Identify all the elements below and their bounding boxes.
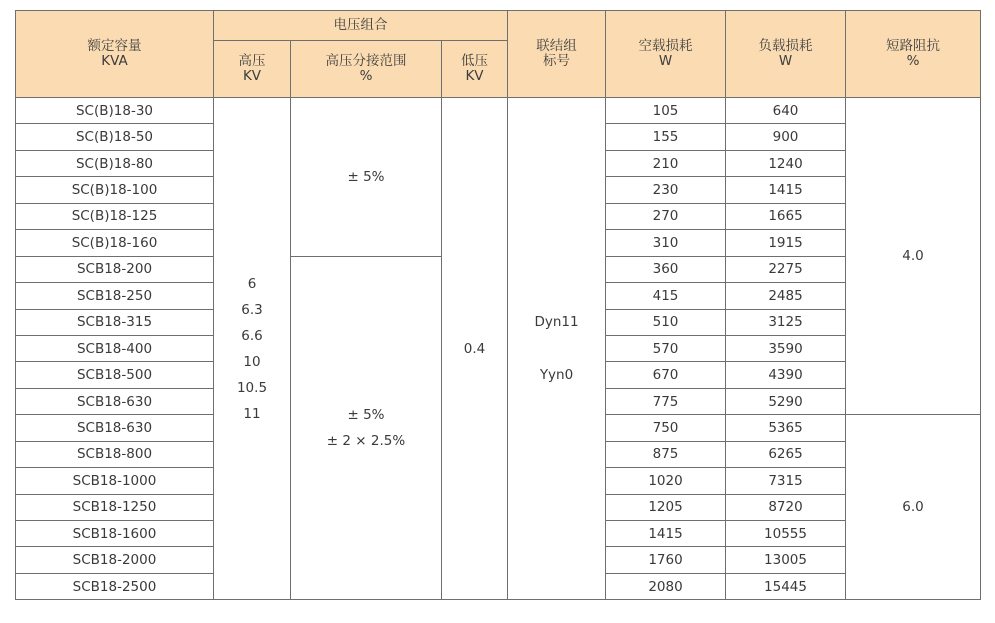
noload-loss-cell: 750 bbox=[606, 415, 726, 441]
load-loss-cell: 900 bbox=[726, 124, 846, 150]
model-cell: SCB18-630 bbox=[16, 388, 214, 414]
noload-loss-cell: 670 bbox=[606, 362, 726, 388]
noload-loss-cell: 1415 bbox=[606, 521, 726, 547]
table-row bbox=[16, 98, 981, 124]
model-cell: SCB18-250 bbox=[16, 283, 214, 309]
load-loss-cell: 15445 bbox=[726, 573, 846, 599]
load-loss-cell: 3590 bbox=[726, 335, 846, 361]
header-connection-group: 联结组 标号 bbox=[508, 11, 606, 98]
table-header bbox=[16, 11, 981, 98]
load-loss-cell: 5365 bbox=[726, 415, 846, 441]
model-cell: SCB18-2000 bbox=[16, 547, 214, 573]
load-loss-cell: 5290 bbox=[726, 388, 846, 414]
noload-loss-cell: 210 bbox=[606, 150, 726, 176]
noload-loss-cell: 105 bbox=[606, 98, 726, 124]
model-cell: SCB18-1250 bbox=[16, 494, 214, 520]
model-cell: SC(B)18-160 bbox=[16, 230, 214, 256]
load-loss-cell: 1915 bbox=[726, 230, 846, 256]
noload-loss-cell: 360 bbox=[606, 256, 726, 282]
model-cell: SCB18-630 bbox=[16, 415, 214, 441]
model-cell: SCB18-500 bbox=[16, 362, 214, 388]
load-loss-cell: 8720 bbox=[726, 494, 846, 520]
model-cell: SC(B)18-80 bbox=[16, 150, 214, 176]
table-body bbox=[16, 98, 981, 600]
noload-loss-cell: 155 bbox=[606, 124, 726, 150]
model-cell: SCB18-400 bbox=[16, 335, 214, 361]
model-cell: SCB18-2500 bbox=[16, 573, 214, 599]
header-short-circuit-impedance: 短路阻抗 % bbox=[846, 11, 981, 98]
noload-loss-cell: 310 bbox=[606, 230, 726, 256]
low-voltage-cell: 0.4 bbox=[442, 98, 508, 600]
model-cell: SC(B)18-50 bbox=[16, 124, 214, 150]
header-rated-capacity: 额定容量 KVA bbox=[16, 11, 214, 98]
noload-loss-cell: 775 bbox=[606, 388, 726, 414]
load-loss-cell: 3125 bbox=[726, 309, 846, 335]
noload-loss-cell: 270 bbox=[606, 203, 726, 229]
header-tap-range: 高压分接范围 % bbox=[291, 41, 442, 98]
header-noload-loss: 空载损耗 W bbox=[606, 11, 726, 98]
noload-loss-cell: 1205 bbox=[606, 494, 726, 520]
header-voltage-group: 电压组合 bbox=[214, 11, 508, 41]
noload-loss-cell: 1020 bbox=[606, 468, 726, 494]
load-loss-cell: 640 bbox=[726, 98, 846, 124]
load-loss-cell: 4390 bbox=[726, 362, 846, 388]
load-loss-cell: 2485 bbox=[726, 283, 846, 309]
model-cell: SCB18-200 bbox=[16, 256, 214, 282]
noload-loss-cell: 570 bbox=[606, 335, 726, 361]
model-cell: SC(B)18-100 bbox=[16, 177, 214, 203]
high-voltage-cell: 6 6.3 6.6 10 10.5 11 bbox=[214, 98, 291, 600]
model-cell: SCB18-800 bbox=[16, 441, 214, 467]
model-cell: SC(B)18-30 bbox=[16, 98, 214, 124]
impedance-cell: 6.0 bbox=[846, 415, 981, 600]
load-loss-cell: 6265 bbox=[726, 441, 846, 467]
load-loss-cell: 10555 bbox=[726, 521, 846, 547]
tap-range-cell-large: ± 5% ± 2 × 2.5% bbox=[291, 256, 442, 600]
load-loss-cell: 13005 bbox=[726, 547, 846, 573]
load-loss-cell: 1240 bbox=[726, 150, 846, 176]
impedance-cell: 4.0 bbox=[846, 98, 981, 415]
load-loss-cell: 7315 bbox=[726, 468, 846, 494]
noload-loss-cell: 2080 bbox=[606, 573, 726, 599]
load-loss-cell: 2275 bbox=[726, 256, 846, 282]
header-high-voltage: 高压 KV bbox=[214, 41, 291, 98]
model-cell: SCB18-1000 bbox=[16, 468, 214, 494]
noload-loss-cell: 1760 bbox=[606, 547, 726, 573]
model-cell: SCB18-315 bbox=[16, 309, 214, 335]
tap-range-cell-small: ± 5% bbox=[291, 98, 442, 257]
model-cell: SC(B)18-125 bbox=[16, 203, 214, 229]
model-cell: SCB18-1600 bbox=[16, 521, 214, 547]
load-loss-cell: 1415 bbox=[726, 177, 846, 203]
load-loss-cell: 1665 bbox=[726, 203, 846, 229]
noload-loss-cell: 510 bbox=[606, 309, 726, 335]
header-low-voltage: 低压 KV bbox=[442, 41, 508, 98]
header-load-loss: 负载损耗 W bbox=[726, 11, 846, 98]
transformer-spec-table bbox=[15, 10, 981, 600]
connection-group-cell: Dyn11 Yyn0 bbox=[508, 98, 606, 600]
noload-loss-cell: 875 bbox=[606, 441, 726, 467]
noload-loss-cell: 230 bbox=[606, 177, 726, 203]
noload-loss-cell: 415 bbox=[606, 283, 726, 309]
